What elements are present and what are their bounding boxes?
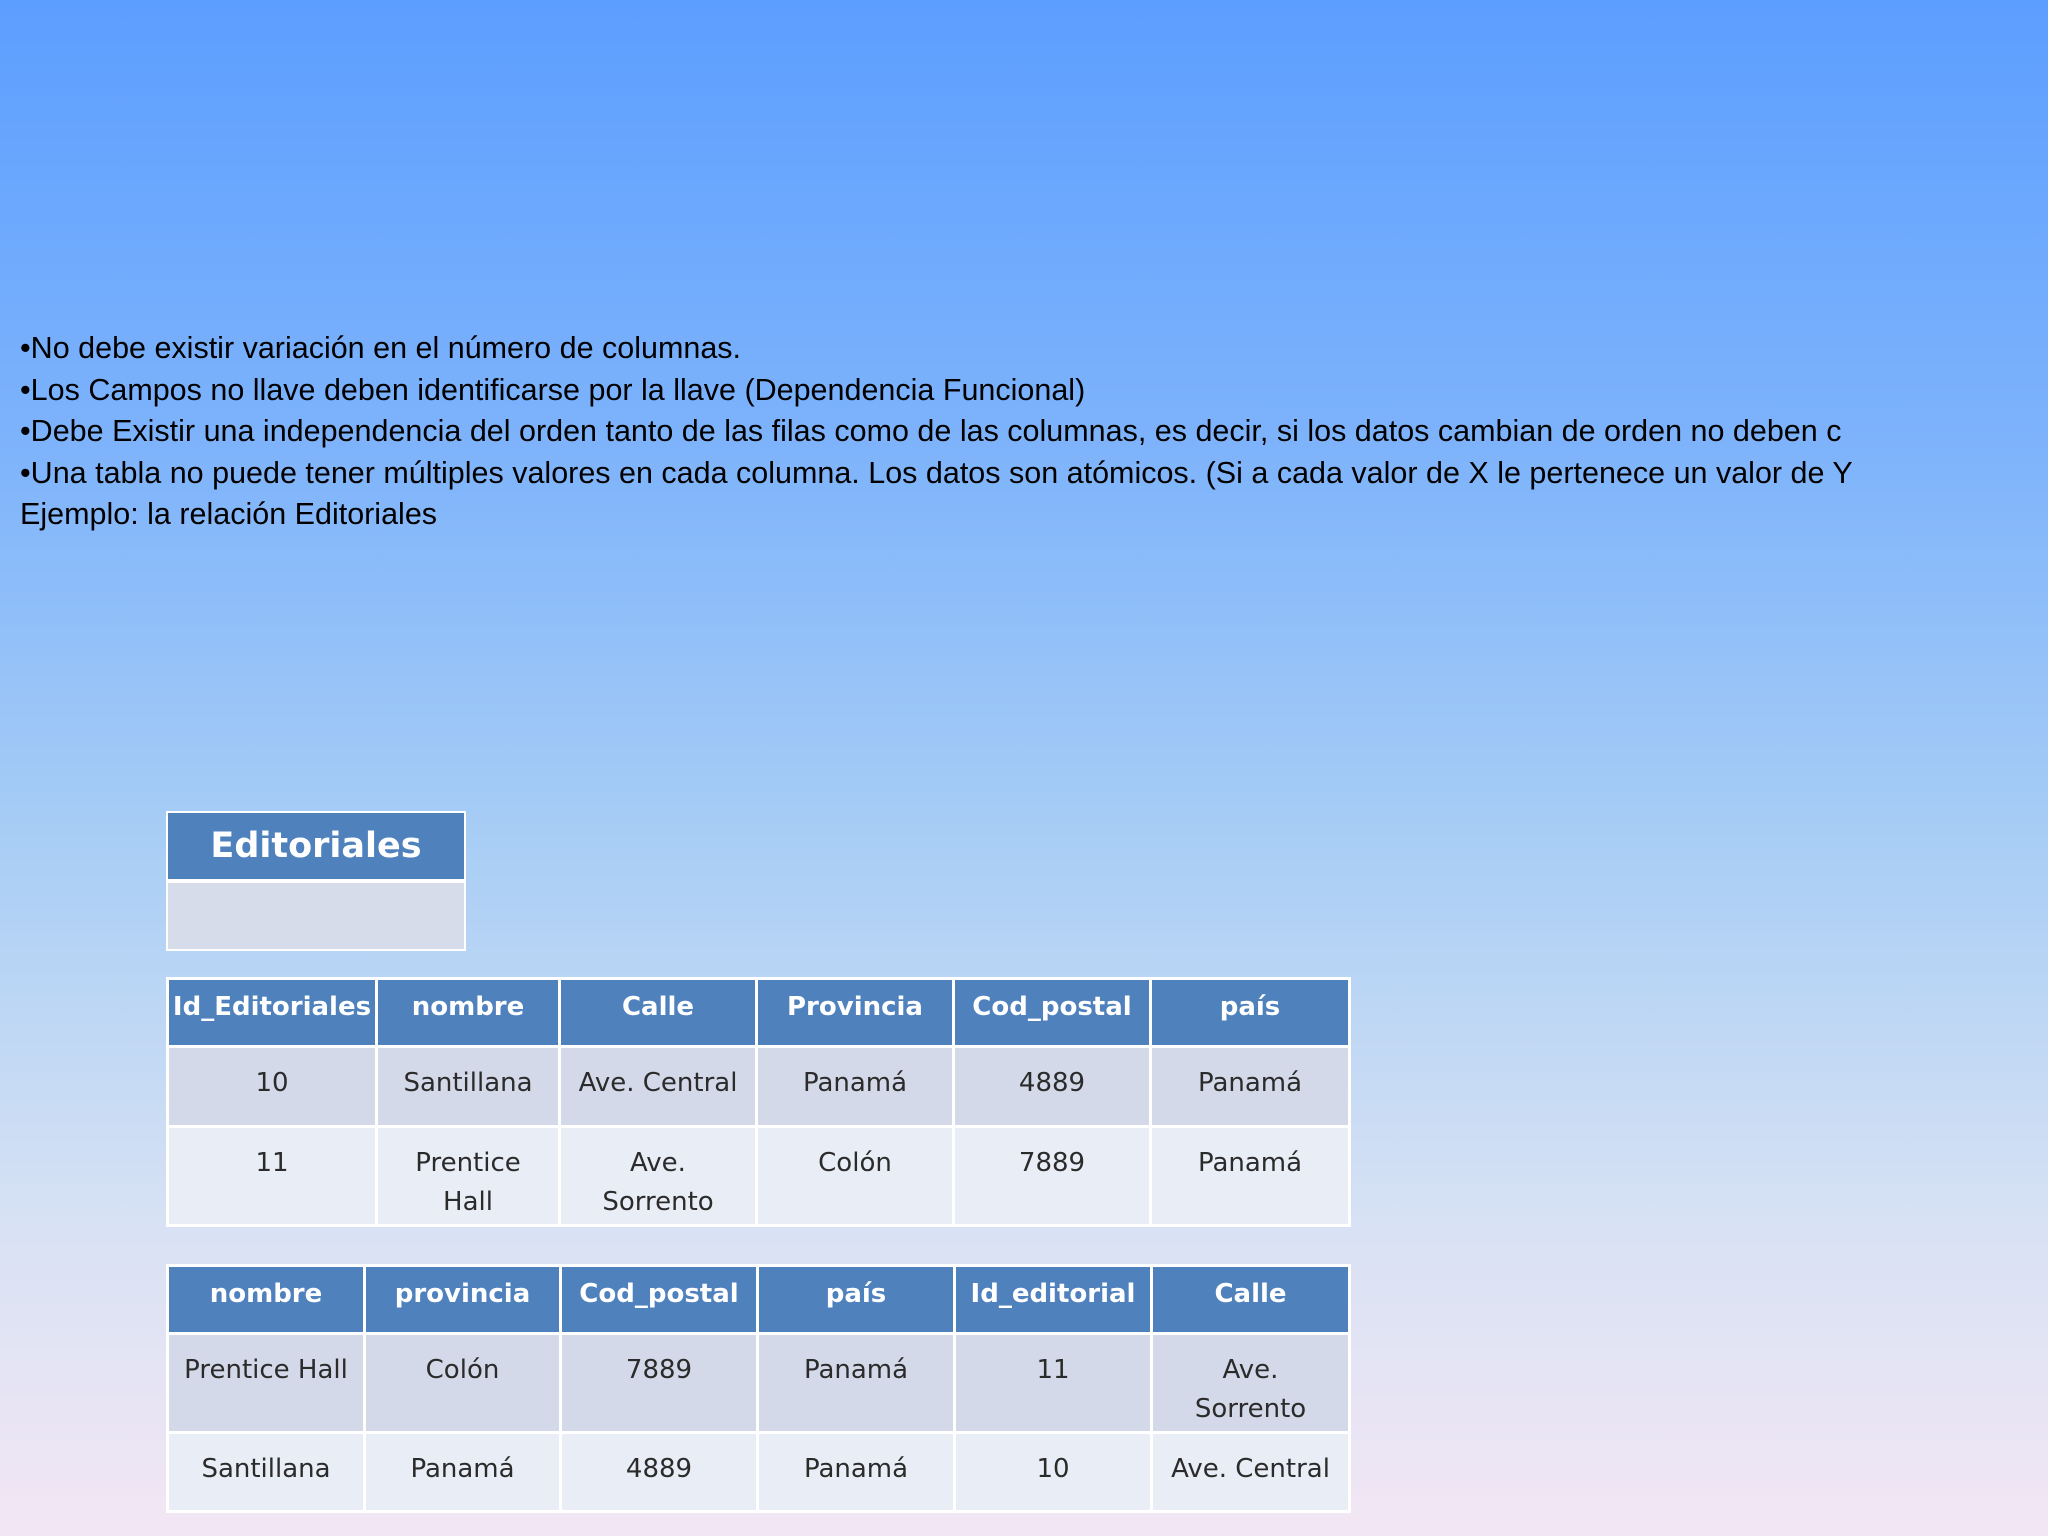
table-header-row [168, 979, 1350, 1047]
bullet-line: •Una tabla no puede tener múltiples valores en cada columna. Los datos son atómicos. (Si a cada valor de X le pertenece un valor de Y [20, 455, 1853, 490]
table-cell: 10 [955, 1433, 1152, 1512]
table-cell: 7889 [561, 1334, 758, 1433]
table-cell: 4889 [561, 1433, 758, 1512]
table-cell: Colón [757, 1127, 954, 1226]
table-cell: Panamá [757, 1047, 954, 1127]
header-cell: Provincia [757, 979, 954, 1047]
table-cell: Panamá [758, 1433, 955, 1512]
bullet-line: •Debe Existir una independencia del orden tanto de las filas como de las columnas, es decir, si los datos cambian de orden no deben c [20, 414, 1842, 448]
bullet-line: •Los Campos no llave deben identificarse por la llave (Dependencia Funcional) [20, 372, 1086, 407]
table-cell: Prentice Hall [377, 1127, 560, 1226]
table-cell: 4889 [954, 1047, 1151, 1127]
header-cell: país [1151, 979, 1350, 1047]
table-cell: Colón [365, 1334, 561, 1433]
header-cell: nombre [377, 979, 560, 1047]
header-cell: Cod_postal [954, 979, 1151, 1047]
table-cell: 7889 [954, 1127, 1151, 1226]
header-cell: Calle [1152, 1266, 1350, 1334]
editoriales-title-box [166, 811, 466, 951]
editoriales-table-2 [166, 1264, 1351, 1513]
table-row [168, 1334, 1350, 1433]
example-line: Ejemplo: la relación Editoriales [20, 497, 438, 531]
bullet-line: •No debe existir variación en el número de columnas. [20, 331, 742, 365]
table-cell: Panamá [1151, 1047, 1350, 1127]
header-cell: Id_editorial [955, 1266, 1152, 1334]
table-cell: Panamá [365, 1433, 561, 1512]
table-cell: Ave. Sorrento [1152, 1334, 1350, 1433]
table-cell: Panamá [758, 1334, 955, 1433]
table-row [168, 1433, 1350, 1512]
table-cell: Santillana [168, 1433, 365, 1512]
table-cell: 11 [168, 1127, 377, 1226]
table-header-row [168, 1266, 1350, 1334]
editoriales-table-1 [166, 977, 1351, 1227]
header-cell: Id_Editoriales [168, 979, 377, 1047]
table-cell: Ave. Sorrento [560, 1127, 757, 1226]
table-cell: Ave. Central [560, 1047, 757, 1127]
table-cell: Panamá [1151, 1127, 1350, 1226]
header-cell: nombre [168, 1266, 365, 1334]
table-cell: Ave. Central [1152, 1433, 1350, 1512]
table-row [168, 1047, 1350, 1127]
header-cell: Calle [560, 979, 757, 1047]
header-cell: país [758, 1266, 955, 1334]
table-row [168, 1127, 1350, 1226]
editoriales-title: Editoriales [168, 813, 464, 883]
header-cell: provincia [365, 1266, 561, 1334]
table-cell: Prentice Hall [168, 1334, 365, 1433]
table-cell: 11 [955, 1334, 1152, 1433]
rules-text [20, 328, 2048, 536]
table-cell: Santillana [377, 1047, 560, 1127]
header-cell: Cod_postal [561, 1266, 758, 1334]
table-cell: 10 [168, 1047, 377, 1127]
